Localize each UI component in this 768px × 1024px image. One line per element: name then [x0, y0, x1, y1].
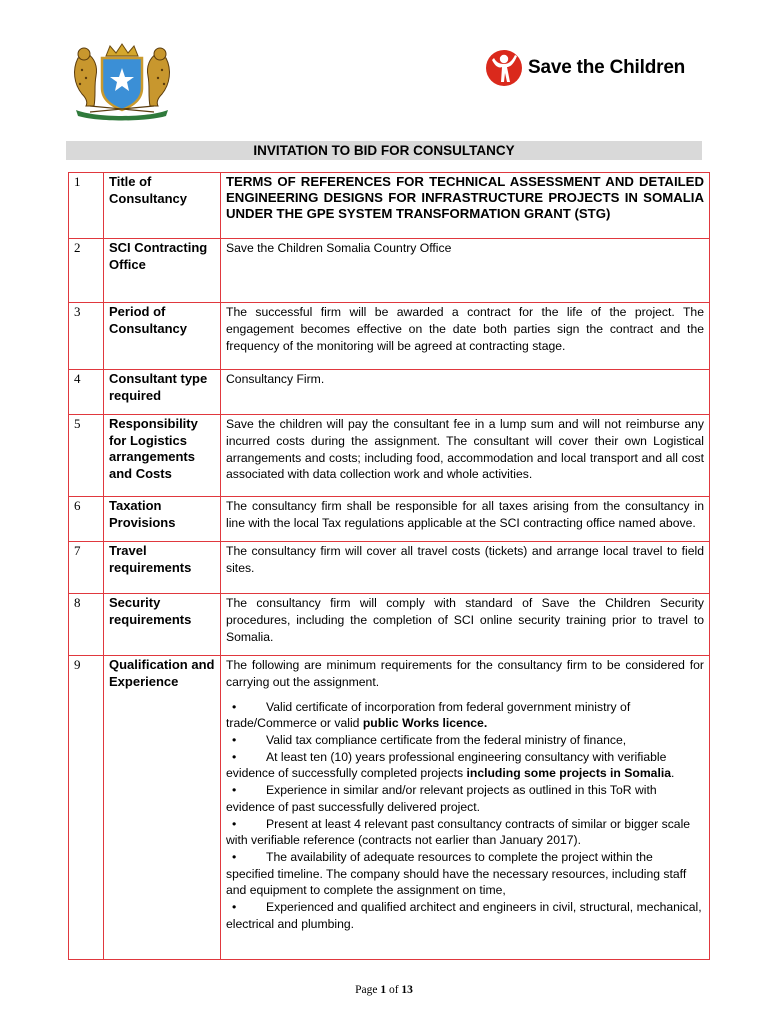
row-content: TERMS OF REFERENCES FOR TECHNICAL ASSESSMENT AND DETAILED ENGINEERING DESIGNS FOR INFRASTRUCTURE PROJECTS IN SOMALIA UNDER THE GPE SYSTEM TRANSFORMATION GRANT (STG)	[221, 173, 710, 239]
table-row	[69, 542, 710, 594]
row-number: 4	[69, 370, 104, 415]
table-row	[69, 415, 710, 497]
row-number: 7	[69, 542, 104, 594]
qualifications-intro: The following are minimum requirements for the consultancy firm to be considered for carrying out the assignment.	[226, 658, 704, 689]
row-label: Consultant type required	[104, 370, 221, 415]
org-name: Save the Children	[528, 57, 686, 78]
list-item: • The availability of adequate resources to complete the project within the specified timeline. The company should have the necessary resources, including staff and equipment to complete the assignment on time,	[226, 849, 687, 898]
row-label: Period of Consultancy	[104, 303, 221, 370]
row-label: Taxation Provisions	[104, 497, 221, 542]
list-item: • Valid certificate of incorporation from federal government ministry of trade/Commerce or valid public Works licence.	[226, 699, 631, 731]
row-content: The consultancy firm will cover all travel costs (tickets) and arrange local travel to field sites.	[221, 542, 710, 594]
table-row	[69, 370, 710, 415]
save-the-children-logo	[484, 45, 685, 91]
bullet-icon: •	[232, 900, 237, 915]
row-content-qualifications	[221, 656, 710, 960]
bid-table	[68, 172, 710, 960]
row-number: 2	[69, 239, 104, 303]
list-item: • Experienced and qualified architect and engineers in civil, structural, mechanical, electrical and plumbing.	[226, 900, 702, 931]
row-label: Title of Consultancy	[104, 173, 221, 239]
table-row	[69, 656, 710, 960]
row-label: Qualification and Experience	[104, 656, 221, 960]
coat-of-arms-emblem	[66, 40, 178, 122]
row-content: Save the Children Somalia Country Office	[221, 239, 710, 303]
table-row	[69, 303, 710, 370]
row-label: SCI Contracting Office	[104, 239, 221, 303]
row-number: 3	[69, 303, 104, 370]
bullet-icon: •	[232, 749, 237, 764]
table-row	[69, 594, 710, 656]
row-number: 1	[69, 173, 104, 239]
bullet-icon: •	[232, 816, 237, 831]
qualifications-list	[226, 699, 704, 933]
row-label: Responsibility for Logistics arrangements and Costs	[104, 415, 221, 497]
row-label: Travel requirements	[104, 542, 221, 594]
page-current: 1	[380, 984, 387, 996]
row-number: 9	[69, 656, 104, 960]
table-row	[69, 497, 710, 542]
row-number: 6	[69, 497, 104, 542]
row-number: 8	[69, 594, 104, 656]
list-item: • Valid tax compliance certificate from the federal ministry of finance,	[226, 732, 704, 749]
bullet-icon: •	[232, 849, 237, 864]
row-content: Save the children will pay the consultant fee in a lump sum and will not reimburse any incurred costs during the assignment. The consultant will cover their own Logistical arrangements and costs; including food, accommodation and local transport and all cost associated with data collection work and whole activities.	[221, 415, 710, 497]
row-content: The consultancy firm shall be responsible for all taxes arising from the consultancy in line with the local Tax regulations applicable at the SCI contracting office named above.	[221, 497, 710, 542]
row-content: The successful firm will be awarded a contract for the life of the project. The engagement becomes effective on the date both parties sign the contract and the frequency of the monitoring will be agreed at contracting stage.	[221, 303, 710, 370]
row-content: The consultancy firm will comply with standard of Save the Children Security procedures, including the completion of SCI online security training prior to travel to Somalia.	[221, 594, 710, 656]
list-item: • Present at least 4 relevant past consultancy contracts of similar or bigger scale with verifiable reference (contracts not earlier than January 2017).	[226, 816, 691, 848]
page-footer	[0, 984, 768, 996]
page-word: Page	[355, 984, 378, 996]
save-the-children-figure-icon	[484, 46, 524, 90]
bullet-icon: •	[232, 783, 237, 798]
row-label: Security requirements	[104, 594, 221, 656]
of-word: of	[388, 984, 399, 996]
page-total: 13	[401, 984, 413, 996]
list-item: • At least ten (10) years professional engineering consultancy with verifiable evidence of successfully completed projects including some projects in Somalia.	[226, 749, 675, 781]
table-row	[69, 239, 710, 303]
row-number: 5	[69, 415, 104, 497]
bullet-icon: •	[232, 733, 237, 747]
row-content: Consultancy Firm.	[221, 370, 710, 415]
bullet-icon: •	[232, 699, 237, 714]
list-item: • Experience in similar and/or relevant projects as outlined in this ToR with evidence of past successfully delivered project.	[226, 783, 657, 814]
table-row	[69, 173, 710, 239]
document-title: INVITATION TO BID FOR CONSULTANCY	[66, 141, 702, 160]
